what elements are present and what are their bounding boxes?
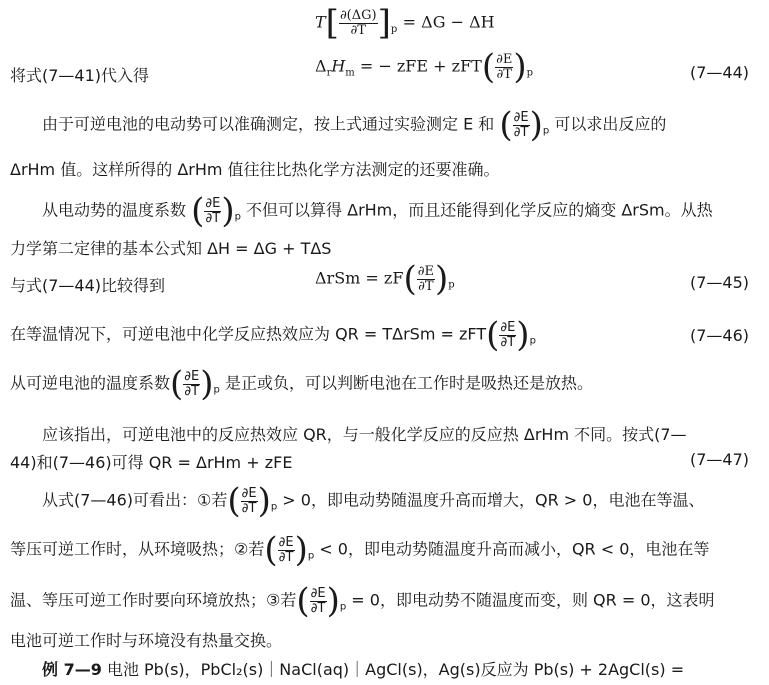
paragraph-2-cont: 力学第二定律的基本公式知 ΔH = ΔG + TΔS (10, 239, 332, 258)
equation-number: (7—45) (689, 273, 749, 292)
example-7-9: 例 7—9 电池 Pb(s)，PbCl₂(s)｜NaCl(aq)｜AgCl(s)，Ag(s)反应为 Pb(s) + 2AgCl(s) = (42, 660, 685, 679)
line-compare: 与式(7—44)比较得到 (10, 276, 166, 295)
paragraph-4-line3: 温、等压可逆工作时要向环境放热；③若( $\frac{\partial E}{\partial T}$ )$_p = 0$，即电动势不随温度而变，则 QR = 0，这表明 (10, 581, 715, 621)
fraction: $\frac{\partial E}{\partial T}$ (310, 585, 326, 616)
fraction: $\frac{\partial E}{\partial T}$ (241, 485, 257, 516)
eq-top-rhs: = ΔG − ΔH (402, 12, 495, 32)
fraction: $\frac{\partial E}{\partial T}$ (205, 195, 221, 226)
fraction: $\frac{\partial E}{\partial T}$ (500, 319, 516, 350)
paragraph-4-line4: 电池可逆工作时与环境没有热量交换。 (10, 631, 283, 650)
paragraph-3-cont: 44)和(7—46)可得 QR = ΔrHm + zFE (10, 453, 293, 472)
fraction: $\frac{\partial E}{\partial T}$ (513, 109, 529, 140)
paragraph-2: 从电动势的温度系数 ( $\frac{\partial E}{\partial T}$ )$_p$ 不但可以算得 ΔrHm，而且还能得到化学反应的熵变 ΔrSm。从热 (42, 191, 713, 231)
equation-7-44: $\Delta_rH_m$ = − zFE + zFT( $\frac{\partial E}{\partial T}$ )$_p$ (315, 47, 534, 87)
line-sign: 从可逆电池的温度系数( $\frac{\partial E}{\partial T}$ )$_p$ 是正或负，可以判断电池在工作时是吸热还是放热。 (10, 364, 593, 404)
example-label: 例 7—9 (42, 660, 102, 679)
fraction: $\frac{\partial(\Delta G)}{\partial T}$ (339, 7, 377, 38)
fraction: $\frac{\partial E}{\partial T}$ (278, 534, 294, 565)
eq-top-prefix: T (315, 12, 326, 32)
equation-number: (7—47) (689, 450, 749, 469)
equation-top: T[ $\frac{\partial(\Delta G)}{\partial T}$ ]$_p = \Delta G - \Delta H$ (315, 3, 495, 43)
equation-number: (7—46) (689, 326, 749, 345)
paragraph-4: 从式(7—46)可看出：①若( $\frac{\partial E}{\partial T}$ )$_p > 0$，即电动势随温度升高而增大，QR > 0，电池在等温、 (42, 481, 705, 521)
fraction: $\frac{\partial E}{\partial T}$ (496, 51, 513, 82)
paragraph-4-line2: 等压可逆工作时，从环境吸热；②若( $\frac{\partial E}{\partial T}$ )$_p < 0$，即电动势随温度升高而减小，QR < 0，电池在等 (10, 530, 710, 570)
line-substitute: 将式(7—41)代入得 (10, 66, 150, 85)
paragraph-1-cont: ΔrHm 值。这样所得的 ΔrHm 值往往比热化学方法测定的还要准确。 (10, 160, 500, 179)
equation-7-45: ΔrSm = zF( $\frac{\partial E}{\partial T}$ )$_p$ (315, 259, 455, 299)
fraction: $\frac{\partial E}{\partial T}$ (184, 368, 200, 399)
paragraph-3: 应该指出，可逆电池中的反应热效应 QR，与一般化学反应的反应热 ΔrHm 不同。按式(7— (42, 425, 687, 444)
paragraph-1: 由于可逆电池的电动势可以准确测定，按上式通过实验测定 E 和 ( $\frac{\partial E}{\partial T}$ )$_p$ 可以求出反应的 (42, 105, 667, 145)
fraction: $\frac{\partial E}{\partial T}$ (417, 263, 434, 294)
line-heat-effect: 在等温情况下，可逆电池中化学反应热效应为 QR = TΔrSm = zFT( $\frac{\partial E}{\partial T}$ )$_p$ (10, 315, 536, 355)
equation-number: (7—44) (689, 63, 749, 82)
